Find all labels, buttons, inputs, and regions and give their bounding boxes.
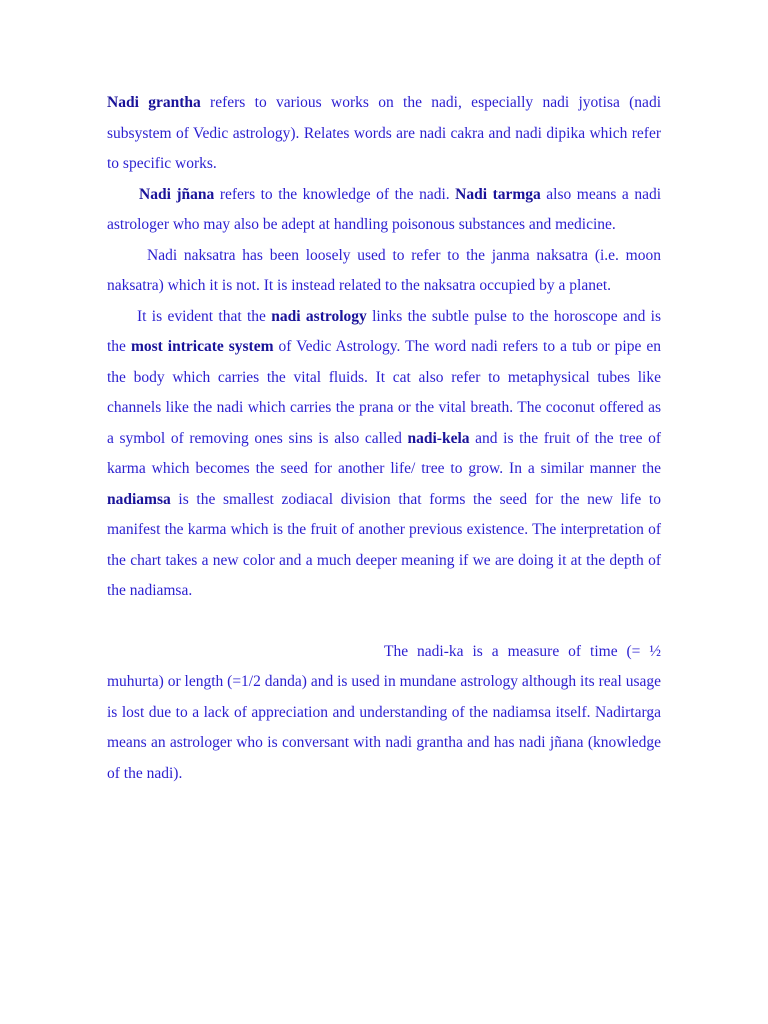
text-run: refers to the knowledge of the nadi. [214,185,456,203]
text-run: Nadi naksatra has been loosely used to refer to the janma naksatra (i.e. moon naksatra) which it is not. It is instead related to the naksatra occupied by a planet. [107,246,661,294]
text-run: refers to various works on the nadi, especially nadi jyotisa (nadi subsystem of Vedic astrology). Relates words are nadi cakra and nadi dipika which refer to specific works. [107,94,661,172]
document-body [107,88,661,789]
bold-term: most intricate system [130,338,274,355]
text-run: of Vedic Astrology. The word nadi refers to a tub or pipe en the body which carries the vital fluids. It cat also refer to metaphysical tubes like channels like the nadi which carries the prana or the vital breath. The coconut offered as a symbol of removing ones sins is also called [107,338,661,447]
bold-term: Nadi jñana [139,185,215,203]
bold-term: Nadi grantha [107,94,201,111]
text-run: links the subtle pulse to the horoscope and is the [107,307,661,355]
bold-term: Nadi tarmga [455,185,541,203]
paragraph-spacer [107,607,661,637]
text-run: The nadi-ka is a measure of time (= ½ muhurta) or length (=1/2 danda) and is used in mundane astrology although its real usage is lost due to a lack of appreciation and understanding of the nadiamsa itself. Nadirtarga means an astrologer who is conversant with nadi grantha and has nadi jñana (knowledge of the nadi). [107,642,661,782]
paragraph-nadi-naksatra [107,241,661,302]
paragraph-nadi-grantha [107,88,661,180]
paragraph-nadi-ka [107,637,661,790]
paragraph-nadi-astrology [107,302,661,607]
paragraph-nadi-jnana [107,180,661,241]
text-run: is the smallest zodiacal division that forms the seed for the new life to manifest the karma which is the fruit of another previous existence. The interpretation of the chart takes a new color and a much deeper meaning if we are doing it at the depth of the nadiamsa. [107,490,661,599]
bold-term: nadi-kela [407,429,470,447]
text-run: also means a nadi astrologer who may also be adept at handling poisonous substances and medicine. [107,185,662,233]
bold-term: nadi astrology [271,307,367,325]
bold-term: nadiamsa [107,490,171,508]
text-run: It is evident that the [137,307,272,325]
text-run: and is the fruit of the tree of karma which becomes the seed for another life/ tree to grow. In a similar manner the [107,429,662,477]
